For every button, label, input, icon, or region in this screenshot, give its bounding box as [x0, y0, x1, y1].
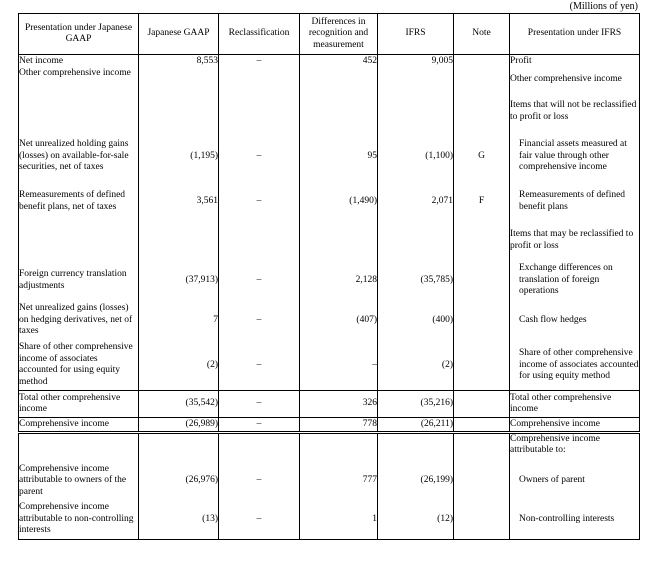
- label-remeasurements: Remeasurements of defined benefit plans, net of taxes: [19, 183, 139, 221]
- jgaap-comprehensive: (26,989): [139, 418, 219, 433]
- header-row: [19, 14, 640, 55]
- row-not-reclassified: [19, 93, 640, 131]
- reclass-net-income: –: [219, 55, 300, 68]
- header-japanese-gaap: Japanese GAAP: [139, 14, 219, 55]
- ifrs-associates: (2): [378, 341, 454, 391]
- header-differences: Differences in recognition and measurement: [300, 14, 378, 55]
- jgaap-associates: (2): [139, 341, 219, 391]
- note-net-income: [454, 55, 510, 68]
- note-total-oci: [454, 391, 510, 418]
- ifrs-fx: (35,785): [378, 261, 454, 301]
- jgaap-total-oci: (35,542): [139, 391, 219, 418]
- header-presentation-ifrs: Presentation under IFRS: [510, 14, 640, 55]
- ifrs-label-hedging: Cash flow hedges: [510, 301, 640, 341]
- reclass-comprehensive: –: [219, 418, 300, 433]
- ifrs-owners: (26,199): [378, 463, 454, 500]
- diff-hedging: (407): [300, 301, 378, 341]
- row-associates: [19, 341, 640, 391]
- row-net-income: [19, 55, 640, 68]
- ifrs-label-comprehensive: Comprehensive income: [510, 418, 640, 433]
- reclass-unrealized-afs: –: [219, 131, 300, 183]
- note-associates: [454, 341, 510, 391]
- ifrs-label-net-income: Profit: [510, 55, 640, 68]
- diff-remeasurements: (1,490): [300, 183, 378, 221]
- ifrs-label-unrealized-afs: Financial assets measured at fair value through other comprehensive income: [510, 131, 640, 183]
- row-oci: [19, 68, 640, 93]
- label-owners: Comprehensive income attributable to owners of the parent: [19, 463, 139, 500]
- row-hedging: [19, 301, 640, 341]
- reclass-remeasurements: –: [219, 183, 300, 221]
- note-unrealized-afs: G: [454, 131, 510, 183]
- note-hedging: [454, 301, 510, 341]
- unit-note: (Millions of yen): [569, 1, 638, 12]
- reclass-hedging: –: [219, 301, 300, 341]
- jgaap-net-income: 8,553: [139, 55, 219, 68]
- ifrs-label-oci: Other comprehensive income: [510, 68, 640, 93]
- ifrs-unrealized-afs: (1,100): [378, 131, 454, 183]
- row-comprehensive: [19, 418, 640, 433]
- label-associates: Share of other comprehensive income of associates accounted for using equity method: [19, 341, 139, 391]
- note-nci: [454, 500, 510, 540]
- row-unrealized-afs: [19, 131, 640, 183]
- ifrs-label-fx: Exchange differences on translation of foreign operations: [510, 261, 640, 301]
- ifrs-label-may-be-reclassified: Items that may be reclassified to profit or loss: [510, 221, 640, 261]
- header-presentation-jgaap: Presentation under Japanese GAAP: [19, 14, 139, 55]
- ifrs-hedging: (400): [378, 301, 454, 341]
- label-nci: Comprehensive income attributable to non-controlling interests: [19, 500, 139, 540]
- reclass-owners: –: [219, 463, 300, 500]
- diff-total-oci: 326: [300, 391, 378, 418]
- label-unrealized-afs: Net unrealized holding gains (losses) on available-for-sale securities, net of taxes: [19, 131, 139, 183]
- reclass-associates: –: [219, 341, 300, 391]
- row-fx: [19, 261, 640, 301]
- note-comprehensive: [454, 418, 510, 433]
- reclass-nci: –: [219, 500, 300, 540]
- row-may-be-reclassified: [19, 221, 640, 261]
- jgaap-nci: (13): [139, 500, 219, 540]
- note-remeasurements: F: [454, 183, 510, 221]
- jgaap-fx: (37,913): [139, 261, 219, 301]
- ifrs-label-total-oci: Total other comprehensive income: [510, 391, 640, 418]
- diff-fx: 2,128: [300, 261, 378, 301]
- note-owners: [454, 463, 510, 500]
- label-net-income: Net income: [19, 55, 139, 68]
- row-nci: [19, 500, 640, 540]
- row-remeasurements: [19, 183, 640, 221]
- ifrs-label-nci: Non-controlling interests: [510, 500, 640, 540]
- diff-unrealized-afs: 95: [300, 131, 378, 183]
- label-comprehensive: Comprehensive income: [19, 418, 139, 433]
- ifrs-remeasurements: 2,071: [378, 183, 454, 221]
- label-fx: Foreign currency translation adjustments: [19, 261, 139, 301]
- row-owners: [19, 463, 640, 500]
- diff-comprehensive: 778: [300, 418, 378, 433]
- header-reclassification: Reclassification: [219, 14, 300, 55]
- ifrs-label-not-reclassified: Items that will not be reclassified to profit or loss: [510, 93, 640, 131]
- reclass-fx: –: [219, 261, 300, 301]
- jgaap-unrealized-afs: (1,195): [139, 131, 219, 183]
- ifrs-label-attributable: Comprehensive income attributable to:: [510, 433, 640, 463]
- ifrs-nci: (12): [378, 500, 454, 540]
- ifrs-label-remeasurements: Remeasurements of defined benefit plans: [510, 183, 640, 221]
- ifrs-comprehensive: (26,211): [378, 418, 454, 433]
- label-oci: Other comprehensive income: [19, 68, 139, 93]
- row-attributable: [19, 433, 640, 463]
- note-fx: [454, 261, 510, 301]
- header-note: Note: [454, 14, 510, 55]
- label-hedging: Net unrealized gains (losses) on hedging derivatives, net of taxes: [19, 301, 139, 341]
- ifrs-net-income: 9,005: [378, 55, 454, 68]
- row-total-oci: [19, 391, 640, 418]
- reclass-total-oci: –: [219, 391, 300, 418]
- diff-associates: –: [300, 341, 378, 391]
- label-total-oci: Total other comprehensive income: [19, 391, 139, 418]
- header-ifrs: IFRS: [378, 14, 454, 55]
- jgaap-remeasurements: 3,561: [139, 183, 219, 221]
- ifrs-label-associates: Share of other comprehensive income of associates accounted for using equity method: [510, 341, 640, 391]
- ifrs-label-owners: Owners of parent: [510, 463, 640, 500]
- diff-owners: 777: [300, 463, 378, 500]
- diff-net-income: 452: [300, 55, 378, 68]
- jgaap-hedging: 7: [139, 301, 219, 341]
- reconciliation-table: [18, 13, 640, 540]
- ifrs-total-oci: (35,216): [378, 391, 454, 418]
- jgaap-owners: (26,976): [139, 463, 219, 500]
- diff-nci: 1: [300, 500, 378, 540]
